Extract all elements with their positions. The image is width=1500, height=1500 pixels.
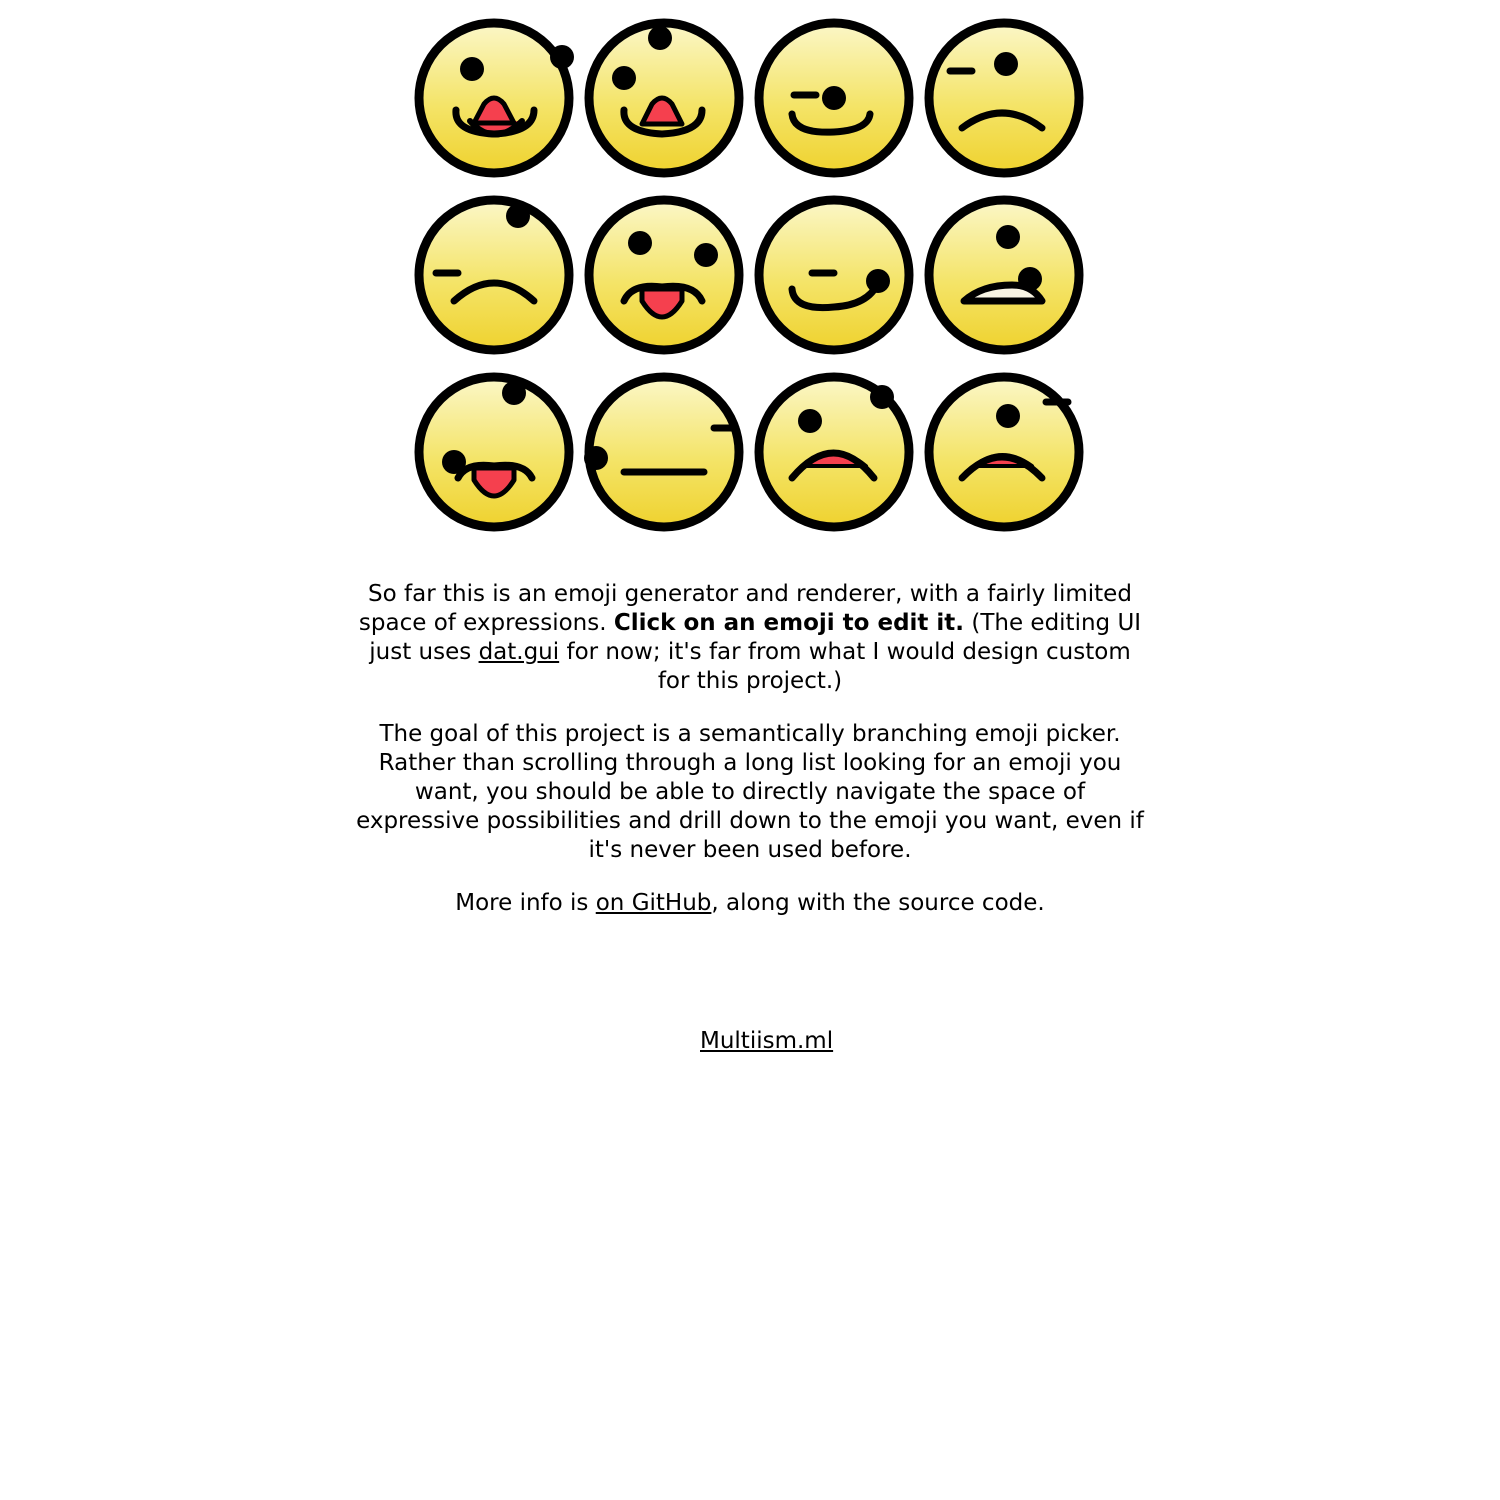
intro-text: [350, 580, 1150, 942]
dat-gui-link[interactable]: dat.gui: [478, 639, 560, 665]
intro-p3-after: , along with the source code.: [711, 890, 1045, 916]
emoji-7[interactable]: [752, 193, 916, 357]
emoji-8[interactable]: [922, 193, 1086, 357]
intro-p1-middle: (The editing UI just uses: [369, 610, 1142, 665]
emoji-9[interactable]: [412, 370, 576, 534]
frown-tongue-icon: [922, 370, 1086, 534]
emoji-12[interactable]: [922, 370, 1086, 534]
emoji-6[interactable]: [582, 193, 746, 357]
wink-frown-icon: [922, 16, 1086, 180]
intro-paragraph-3: [350, 889, 1150, 918]
emoji-5[interactable]: [412, 193, 576, 357]
intro-p1-before: So far this is an emoji generator and renderer, with a fairly limited space of expressions.: [358, 581, 1132, 636]
intro-paragraph-2: The goal of this project is a semantically branching emoji picker. Rather than scrolling through a long list looking for an emoji you want, you should be able to directly navigate the space of expressive possibilities and drill down to the emoji you want, even if it's never been used before.: [356, 721, 1144, 863]
wink-frown-icon: [412, 193, 576, 357]
emoji-grid: [412, 16, 1088, 536]
neutral-icon: [582, 370, 746, 534]
emoji-1[interactable]: [412, 16, 576, 180]
github-link[interactable]: on GitHub: [595, 890, 712, 916]
wink-smile-icon: [752, 193, 916, 357]
intro-p1-bold: Click on an emoji to edit it.: [613, 610, 965, 636]
tongue-out-icon: [582, 193, 746, 357]
side-mouth-icon: [922, 193, 1086, 357]
open-mouth-tongue-icon: [582, 16, 746, 180]
intro-paragraph-1: [350, 580, 1150, 696]
intro-p1-after: for now; it's far from what I would design custom for this project.): [559, 639, 1131, 694]
intro-p3-before: More info is: [455, 890, 596, 916]
wink-smile-icon: [752, 16, 916, 180]
emoji-10[interactable]: [582, 370, 746, 534]
emoji-4[interactable]: [922, 16, 1086, 180]
emoji-11[interactable]: [752, 370, 916, 534]
emoji-3[interactable]: [752, 16, 916, 180]
emoji-2[interactable]: [582, 16, 746, 180]
frown-tongue-icon: [752, 370, 916, 534]
multiism-link[interactable]: Multiism.ml: [700, 1028, 834, 1054]
tongue-out-icon: [412, 370, 576, 534]
open-mouth-tongue-icon: [412, 16, 576, 180]
